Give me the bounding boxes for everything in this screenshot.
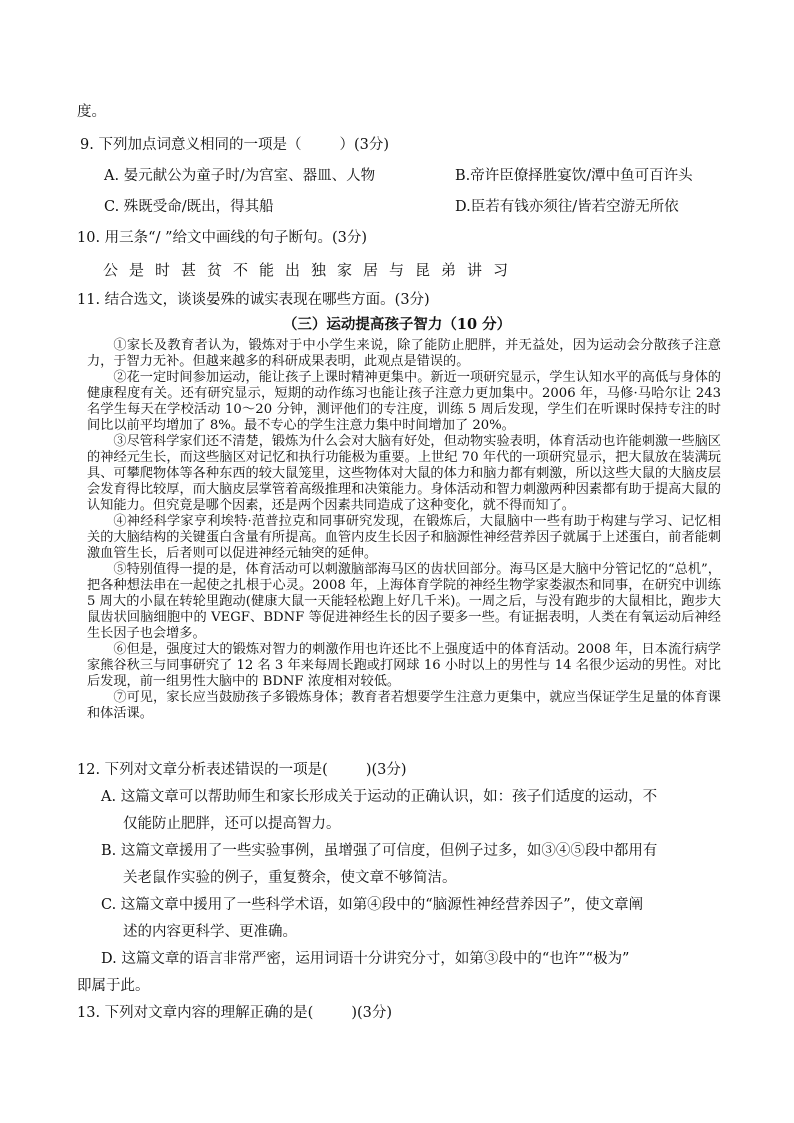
question-13-score: )(3分)	[351, 1005, 393, 1021]
question-13-stem	[77, 1003, 392, 1023]
question-10-stem: 10. 用三条“/ ”给文中画线的句子断句。(3分)	[77, 230, 368, 246]
question-11-stem: 11. 结合选文，谈谈晏殊的诚实表现在哪些方面。(3分)	[77, 292, 430, 308]
question-12-option-b-line-1: B. 这篇文章援用了一些实验事例，虽增强了可信度，但例子过多，如③④⑤段中都用有	[101, 843, 658, 859]
question-9-option-a: A. 晏元献公为童子时/为宫室、器皿、人物	[104, 168, 376, 184]
question-12-option-a-line-2: 仅能防止肥胖，还可以提高智力。	[123, 816, 341, 832]
question-12-option-c-line-2: 述的内容更科学、更准确。	[123, 924, 297, 940]
question-12-option-b-line-2: 关老鼠作实验的例子，重复赘余，使文章不够简洁。	[123, 870, 457, 886]
question-10-sentence: 公是时甚贫不能出独家居与昆弟讲习	[103, 261, 520, 279]
question-9-score: ）(3分)	[339, 137, 389, 153]
question-12-option-a-line-1: A. 这篇文章可以帮助师生和家长形成关于运动的正确认识，如：孩子们适度的运动，不	[101, 789, 658, 805]
question-12-option-d-line-1: D. 这篇文章的语言非常严密，运用词语十分讲究分寸，如第③段中的“也许”“极为”	[101, 951, 630, 967]
article-paragraph-6: ⑥但是，强度过大的锻炼对智力的刺激作用也许还比不上强度适中的体育活动。2008 年，日本流行病学家熊谷秋三与同事研究了 12 名 3 年来每周长跑或打网球 16 小时以上的男性与 14 名很少运动的男性。对比后发现，前一组男性大脑中的 BDNF 浓度相对较低。	[87, 642, 721, 689]
article-paragraph-1: ①家长及教育者认为，锻炼对于中小学生来说，除了能防止肥胖，并无益处，因为运动会分散孩子注意力，于智力无补。但越来越多的科研成果表明，此观点是错误的。	[87, 338, 721, 369]
section-title: （三）运动提高孩子智力（10 分）	[282, 316, 512, 333]
article	[87, 338, 721, 722]
article-paragraph-4: ④神经科学家亨利埃特·范普拉克和同事研究发现，在锻炼后，大鼠脑中一些有助于构建与学习、记忆相关的大脑结构的关键蛋白含量有所提高。血管内皮生长因子和脑源性神经营养因子就属于上述蛋白，前者能刺激血管生长，后者则可以促进神经元轴突的延伸。	[87, 514, 721, 561]
top-fragment: 度。	[77, 104, 106, 120]
question-9-option-c: C. 殊既受命/既出，得其船	[104, 199, 274, 215]
question-13-stem-text: 13. 下列对文章内容的理解正确的是(	[77, 1005, 314, 1021]
question-9-option-b: B.帝许臣僚择胜宴饮/潭中鱼可百许头	[455, 168, 693, 184]
question-12-option-c-line-1: C. 这篇文章中援用了一些科学术语，如第④段中的“脑源性神经营养因子”，使文章阐	[101, 897, 644, 913]
article-paragraph-5: ⑤特别值得一提的是，体育活动可以刺激脑部海马区的齿状回部分。海马区是大脑中分管记忆的“总机”，把各种想法串在一起使之扎根于心灵。2008 年，上海体育学院的神经生物学家娄淑杰和同事，在研究中训练 5 周大的小鼠在转轮里跑动(健康大鼠一天能轻松跑上好几千米)。一周之后，与没有跑步的大鼠相比，跑步大鼠齿状回脑细胞中的 VEGF、BDNF 等促进神经生长的因子要多一些。有证据表明，人类在有氧运动后神经生长因子也会增多。	[87, 562, 721, 641]
article-paragraph-2: ②花一定时间参加运动，能让孩子上课时精神更集中。新近一项研究显示，学生认知水平的高低与身体的健康程度有关。还有研究显示，短期的动作练习也能让孩子注意力更加集中。2006 年，马修·马哈尔让 243 名学生每天在学校活动 10～20 分钟，测评他们的专注度，训练 5 周后发现，学生们在听课时保持专注的时间比以前平均增加了 8%。最不专心的学生注意力集中时间增加了 20%。	[87, 370, 721, 433]
question-12-stem-text: 12. 下列对文章分析表述错误的一项是(	[77, 762, 328, 778]
question-9-stem	[80, 135, 389, 155]
question-12-option-d-line-2: 即属于此。	[77, 978, 150, 994]
question-12-score: )(3分)	[365, 762, 407, 778]
article-paragraph-3: ③尽管科学家们还不清楚，锻炼为什么会对大脑有好处，但动物实验表明，体育活动也许能刺激一些脑区的神经元生长，而这些脑区对记忆和执行功能极为重要。上世纪 70 年代的一项研究显示，把大鼠放在装满玩具、可攀爬物体等各种东西的较大鼠笼里，这些物体对大鼠的体力和脑力都有刺激，所以这些大鼠的大脑皮层会发育得比较厚，而大脑皮层掌管着高级推理和决策能力。身体活动和智力刺激两种因素都有助于提高大鼠的认知能力。但究竟是哪个因素，还是两个因素共同造成了这种变化，就不得而知了。	[87, 434, 721, 513]
question-12-stem	[77, 760, 407, 780]
question-9-option-d: D.臣若有钱亦须往/皆若空游无所依	[455, 199, 679, 215]
question-9-stem-text: 9. 下列加点词意义相同的一项是（	[80, 137, 302, 153]
article-paragraph-7: ⑦可见，家长应当鼓励孩子多锻炼身体；教育者若想要学生注意力更集中，就应当保证学生足量的体育课和体活课。	[87, 690, 721, 721]
